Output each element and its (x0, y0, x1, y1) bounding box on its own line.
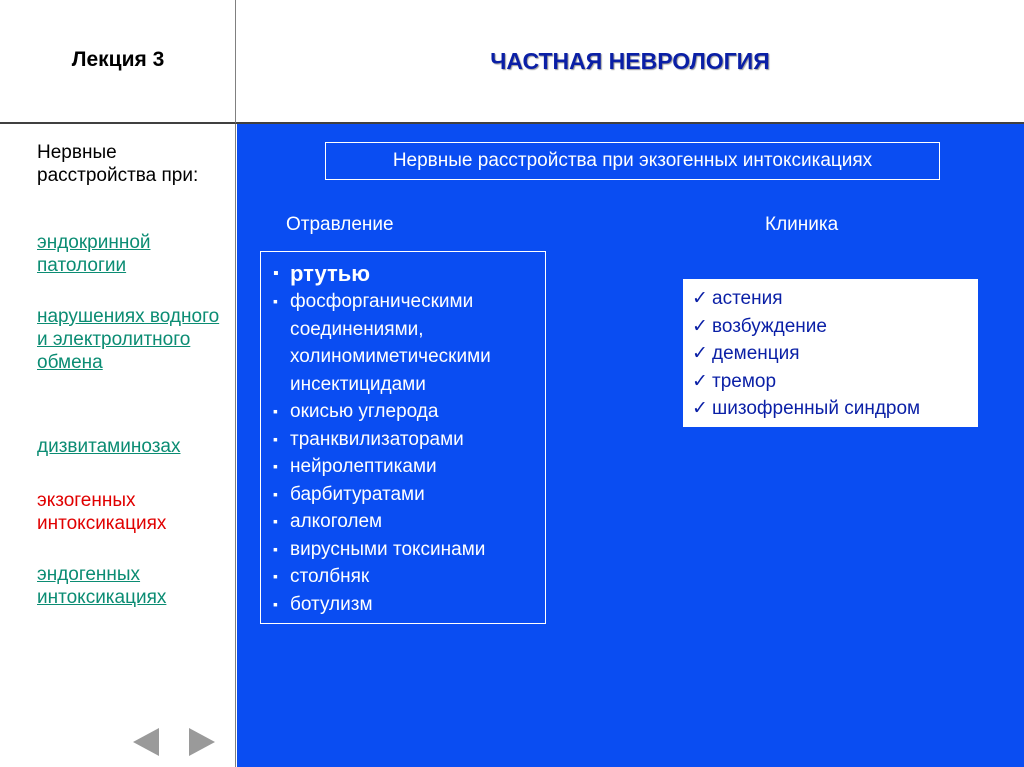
poisoning-heading: Отравление (286, 214, 394, 235)
sidebar-link-exogenous-intoxication[interactable]: экзогенных интоксикациях (37, 490, 167, 534)
list-item: ▪ ртутью (273, 260, 545, 288)
sidebar-link-water-electrolyte[interactable]: нарушениях водного и электролитного обмена (37, 306, 220, 373)
list-item: ▪ фосфорганическими соединениями, холиномиметическими инсектицидами (273, 288, 545, 398)
slide-navigation (133, 728, 223, 758)
clinic-list (692, 285, 978, 423)
list-item: ▪ алкоголем (273, 508, 545, 536)
list-item: ▪ барбитуратами (273, 481, 545, 509)
header-left-panel (0, 0, 236, 124)
sidebar (0, 124, 236, 767)
clinic-item-label: возбуждение (712, 315, 827, 337)
sidebar-link-endogenous-intoxication[interactable]: эндогенных интоксикациях (37, 564, 167, 608)
checkmark-icon: ✓ (692, 398, 708, 419)
page-title: ЧАСТНАЯ НЕВРОЛОГИЯ (490, 48, 770, 74)
content-panel (237, 124, 1024, 767)
list-item (692, 395, 978, 423)
list-item: ▪ окисью углерода (273, 398, 545, 426)
header-right-panel (236, 0, 1024, 124)
clinic-item-label: шизофренный синдром (712, 398, 921, 419)
clinic-heading: Клиника (765, 214, 839, 235)
lecture-number: Лекция 3 (71, 48, 165, 71)
triangle-right-icon[interactable] (189, 728, 215, 756)
list-item: ▪ ботулизм (273, 591, 545, 619)
checkmark-icon: ✓ (692, 315, 708, 337)
list-item (692, 340, 978, 368)
triangle-left-icon[interactable] (133, 728, 159, 756)
clinic-item-label: тремор (712, 370, 777, 392)
clinic-list-box (683, 279, 978, 427)
checkmark-icon: ✓ (692, 288, 708, 309)
list-item: ▪ транквилизаторами (273, 426, 545, 454)
poisoning-list-box (260, 251, 546, 624)
list-item (692, 313, 978, 341)
clinic-item-label: деменция (712, 343, 800, 364)
sidebar-link-endocrine[interactable]: эндокринной патологии (37, 232, 151, 276)
sidebar-link-dysvitaminosis[interactable]: дизвитаминозах (37, 436, 181, 457)
list-item: ▪ нейролептиками (273, 453, 545, 481)
list-item (692, 368, 978, 396)
poisoning-list (261, 252, 545, 618)
clinic-item-label: астения (712, 288, 783, 309)
list-item: ▪ вирусными токсинами (273, 536, 545, 564)
topic-title-box: Нервные расстройства при экзогенных интоксикациях (325, 142, 940, 180)
list-item (692, 285, 978, 313)
checkmark-icon: ✓ (692, 343, 708, 364)
list-item: ▪ столбняк (273, 563, 545, 591)
checkmark-icon: ✓ (692, 370, 708, 392)
sidebar-heading: Нервные расстройства при: (37, 142, 199, 186)
